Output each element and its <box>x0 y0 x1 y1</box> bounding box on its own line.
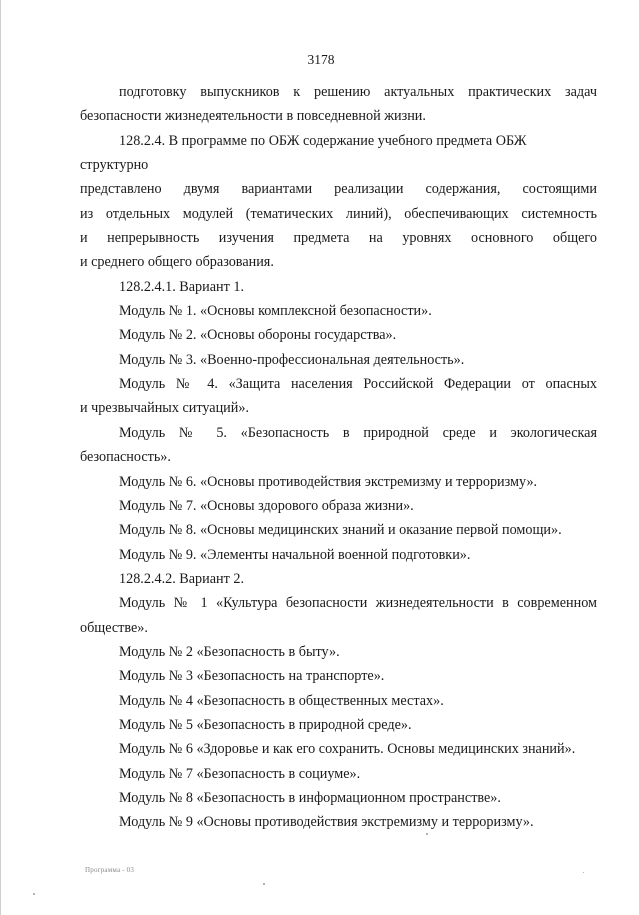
scan-speck <box>263 883 265 885</box>
text-line: 128.2.4. В программе по ОБЖ содержание учебного предмета ОБЖ структурно <box>80 132 527 174</box>
module-item: Модуль № 7. «Основы здорового образа жизни». <box>119 497 414 514</box>
text-line: и непрерывность изучения предмета на уровнях основного общего <box>80 230 597 247</box>
module-item: Модуль № 7 «Безопасность в социуме». <box>119 765 361 782</box>
text-line: и среднего общего образования. <box>80 254 274 271</box>
section-heading: 128.2.4.2. Вариант 2. <box>119 570 245 587</box>
text-line: безопасности жизнедеятельности в повседневной жизни. <box>80 108 426 125</box>
module-item: Модуль № 2 «Безопасность в быту». <box>119 643 340 660</box>
module-item: Модуль № 8. «Основы медицинских знаний и оказание первой помощи». <box>119 522 562 539</box>
module-item-continuation: и чрезвычайных ситуаций». <box>80 400 249 417</box>
module-item: Модуль № 4. «Защита населения Российской Федерации от опасных <box>119 376 597 393</box>
document-body <box>80 80 597 835</box>
text-line: из отдельных модулей (тематических линий), обеспечивающих системность <box>80 205 597 222</box>
module-item: Модуль № 6. «Основы противодействия экстремизму и терроризму». <box>119 473 538 490</box>
scan-speck <box>33 893 35 895</box>
footer-note: Программа - 03 <box>85 866 135 874</box>
module-item: Модуль № 1. «Основы комплексной безопасности». <box>119 303 432 320</box>
module-item: Модуль № 1 «Культура безопасности жизнедеятельности в современном <box>119 595 597 612</box>
scan-speck <box>426 833 428 835</box>
module-item: Модуль № 4 «Безопасность в общественных местах». <box>119 692 444 709</box>
page-number: 3178 <box>307 52 335 67</box>
module-item: Модуль № 5 «Безопасность в природной среде». <box>119 716 412 733</box>
module-item-continuation: безопасность». <box>80 449 171 466</box>
module-item: Модуль № 2. «Основы обороны государства». <box>119 327 397 344</box>
module-item: Модуль № 6 «Здоровье и как его сохранить. Основы медицинских знаний». <box>119 741 576 758</box>
module-item: Модуль № 3 «Безопасность на транспорте». <box>119 668 385 685</box>
module-item: Модуль № 5. «Безопасность в природной среде и экологическая <box>119 424 597 441</box>
module-item: Модуль № 9. «Элементы начальной военной подготовки». <box>119 546 471 563</box>
module-item: Модуль № 8 «Безопасность в информационном пространстве». <box>119 789 501 806</box>
text-line: подготовку выпускников к решению актуальных практических задач <box>119 84 597 100</box>
scan-speck <box>583 872 584 873</box>
text-line: представлено двумя вариантами реализации содержания, состоящими <box>80 181 597 198</box>
module-item: Модуль № 9 «Основы противодействия экстремизму и терроризму». <box>119 814 534 831</box>
module-item: Модуль № 3. «Военно-профессиональная деятельность». <box>119 351 465 368</box>
module-item-continuation: обществе». <box>80 619 148 636</box>
section-heading: 128.2.4.1. Вариант 1. <box>119 278 245 295</box>
